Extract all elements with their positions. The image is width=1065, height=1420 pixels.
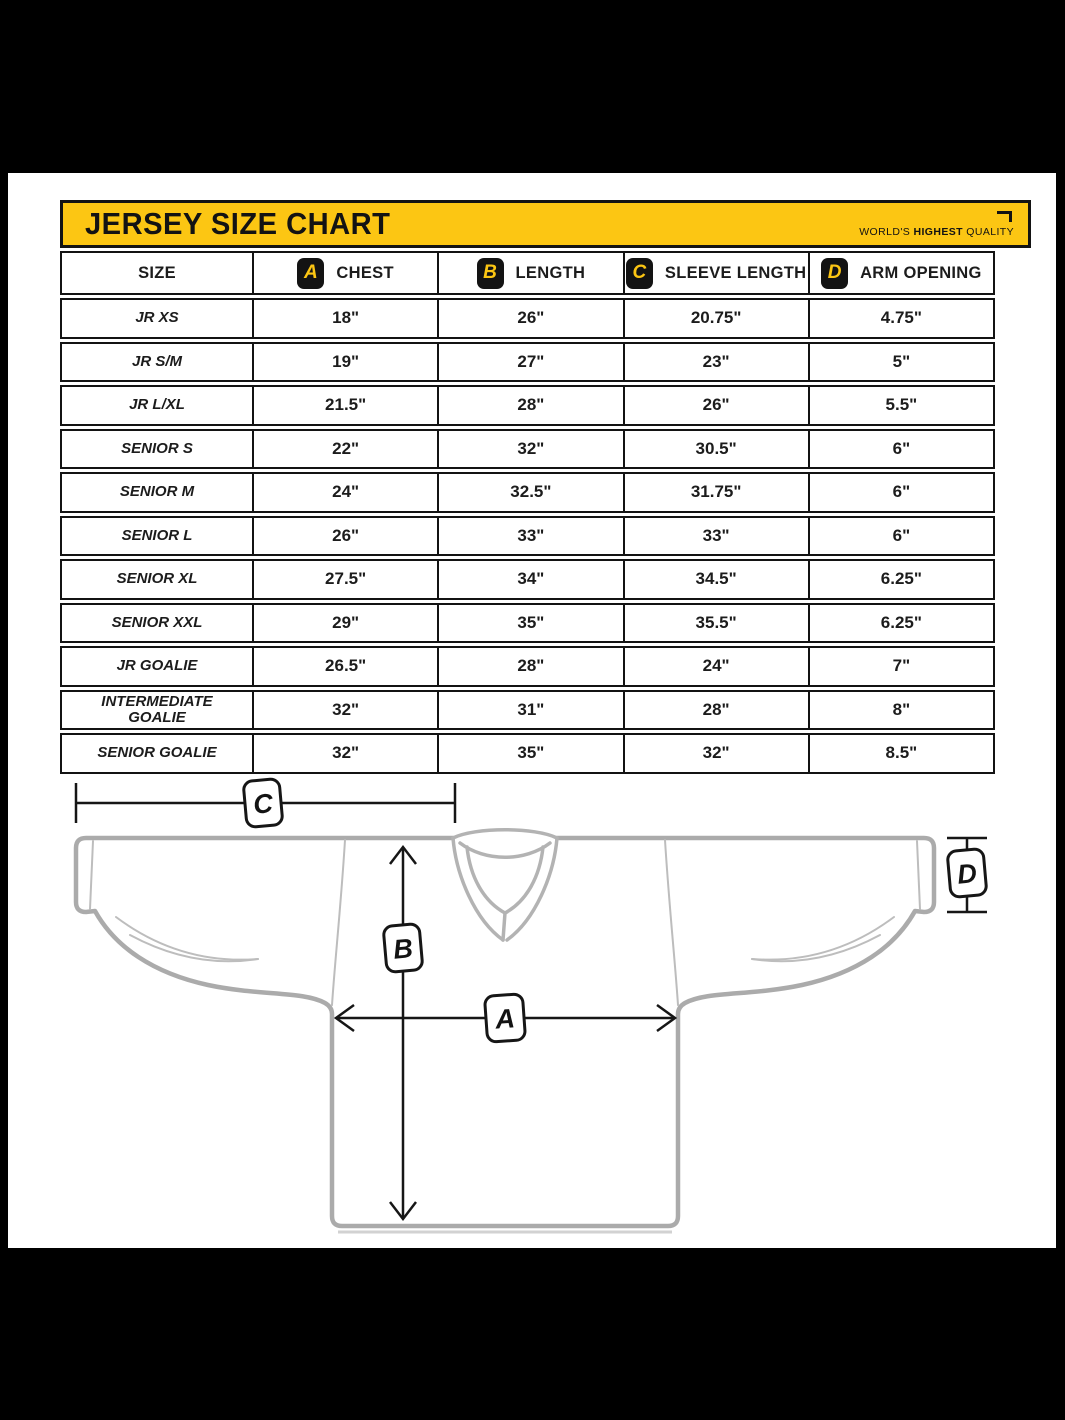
cell-sleeve_length: 23" <box>623 344 808 381</box>
measurement-label-b: B <box>392 933 415 965</box>
table-row <box>60 516 995 557</box>
table-row <box>60 472 995 513</box>
cell-chest: 32" <box>252 735 437 772</box>
table-row <box>60 298 995 339</box>
table-row <box>60 429 995 470</box>
tagline-suffix: QUALITY <box>962 225 1014 238</box>
header-right-block <box>859 211 1014 238</box>
table-row <box>60 559 995 600</box>
badge-b-icon: B <box>477 258 504 289</box>
size-chart-sheet <box>8 173 1056 1248</box>
col-header-chest <box>252 253 437 293</box>
badge-c <box>243 779 283 828</box>
cell-arm_opening: 5.5" <box>808 387 993 424</box>
cell-length: 35" <box>437 605 622 642</box>
cell-arm_opening: 6" <box>808 431 993 468</box>
cell-arm_opening: 8" <box>808 692 993 729</box>
col-header-label: SIZE <box>138 263 176 282</box>
col-header-label: ARM OPENING <box>860 263 982 282</box>
cell-size: SENIOR M <box>119 483 195 501</box>
cell-sleeve_length: 34.5" <box>623 561 808 598</box>
cell-arm_opening: 6.25" <box>808 561 993 598</box>
col-header-size <box>62 253 252 293</box>
table-header-row <box>60 251 995 295</box>
measurement-label-d: D <box>956 858 979 890</box>
cell-arm_opening: 6" <box>808 474 993 511</box>
cell-length: 26" <box>437 300 622 337</box>
table-row <box>60 690 995 731</box>
cell-length: 28" <box>437 648 622 685</box>
corner-bracket-icon <box>997 211 1012 222</box>
col-header-label: SLEEVE LENGTH <box>664 263 807 282</box>
cell-arm_opening: 6.25" <box>808 605 993 642</box>
badge-a <box>484 994 525 1043</box>
cell-chest: 21.5" <box>252 387 437 424</box>
cell-chest: 27.5" <box>252 561 437 598</box>
tagline-emphasis: HIGHEST <box>913 225 963 238</box>
table-row <box>60 385 995 426</box>
col-header-length <box>437 253 622 293</box>
cell-arm_opening: 5" <box>808 344 993 381</box>
cell-sleeve_length: 28" <box>623 692 808 729</box>
col-header-label: CHEST <box>336 263 394 282</box>
cell-sleeve_length: 35.5" <box>623 605 808 642</box>
cell-chest: 18" <box>252 300 437 337</box>
tagline <box>859 226 1014 238</box>
cell-sleeve_length: 31.75" <box>623 474 808 511</box>
cell-size: JR L/XL <box>129 396 185 414</box>
col-header-arm-opening <box>808 253 993 293</box>
cell-sleeve_length: 33" <box>623 518 808 555</box>
badge-c-icon: C <box>626 258 653 289</box>
cell-length: 34" <box>437 561 622 598</box>
page-title: JERSEY SIZE CHART <box>85 206 391 241</box>
cell-size: JR S/M <box>131 352 182 370</box>
cell-chest: 22" <box>252 431 437 468</box>
cell-chest: 26.5" <box>252 648 437 685</box>
tagline-prefix: WORLD'S <box>859 225 914 238</box>
measure-b-arrow <box>390 847 416 1219</box>
cell-size: SENIOR S <box>121 439 193 457</box>
badge-b <box>383 924 423 973</box>
badge-d-icon: D <box>821 258 848 289</box>
col-header-label: LENGTH <box>515 263 586 282</box>
col-header-sleeve-length <box>623 253 808 293</box>
size-table-body <box>60 298 995 774</box>
cell-sleeve_length: 20.75" <box>623 300 808 337</box>
size-table <box>60 251 995 777</box>
cell-sleeve_length: 30.5" <box>623 431 808 468</box>
badge-d <box>947 849 987 898</box>
measurement-label-a: A <box>494 1003 516 1035</box>
chart-header-bar <box>60 200 1031 248</box>
measurement-label-c: C <box>252 788 275 820</box>
cell-arm_opening: 4.75" <box>808 300 993 337</box>
cell-length: 35" <box>437 735 622 772</box>
cell-chest: 26" <box>252 518 437 555</box>
table-row <box>60 646 995 687</box>
cell-arm_opening: 6" <box>808 518 993 555</box>
cell-length: 31" <box>437 692 622 729</box>
cell-sleeve_length: 26" <box>623 387 808 424</box>
jersey-diagram <box>8 755 1056 1248</box>
badge-a-icon: A <box>297 258 324 289</box>
cell-arm_opening: 7" <box>808 648 993 685</box>
cell-sleeve_length: 32" <box>623 735 808 772</box>
cell-size: SENIOR XXL <box>111 613 203 631</box>
cell-arm_opening: 8.5" <box>808 735 993 772</box>
cell-chest: 24" <box>252 474 437 511</box>
cell-sleeve_length: 24" <box>623 648 808 685</box>
cell-length: 33" <box>437 518 622 555</box>
cell-size: SENIOR GOALIE <box>97 744 217 762</box>
cell-chest: 29" <box>252 605 437 642</box>
cell-size: JR XS <box>135 309 179 327</box>
cell-length: 32" <box>437 431 622 468</box>
cell-size: SENIOR XL <box>116 570 198 588</box>
cell-length: 28" <box>437 387 622 424</box>
cell-length: 32.5" <box>437 474 622 511</box>
cell-chest: 32" <box>252 692 437 729</box>
cell-size: INTERMEDIATE GOALIE <box>101 692 213 726</box>
table-row <box>60 342 995 383</box>
cell-chest: 19" <box>252 344 437 381</box>
cell-size: SENIOR L <box>121 526 193 544</box>
collar <box>453 830 557 940</box>
cell-size: JR GOALIE <box>116 657 198 675</box>
table-row <box>60 603 995 644</box>
cell-length: 27" <box>437 344 622 381</box>
